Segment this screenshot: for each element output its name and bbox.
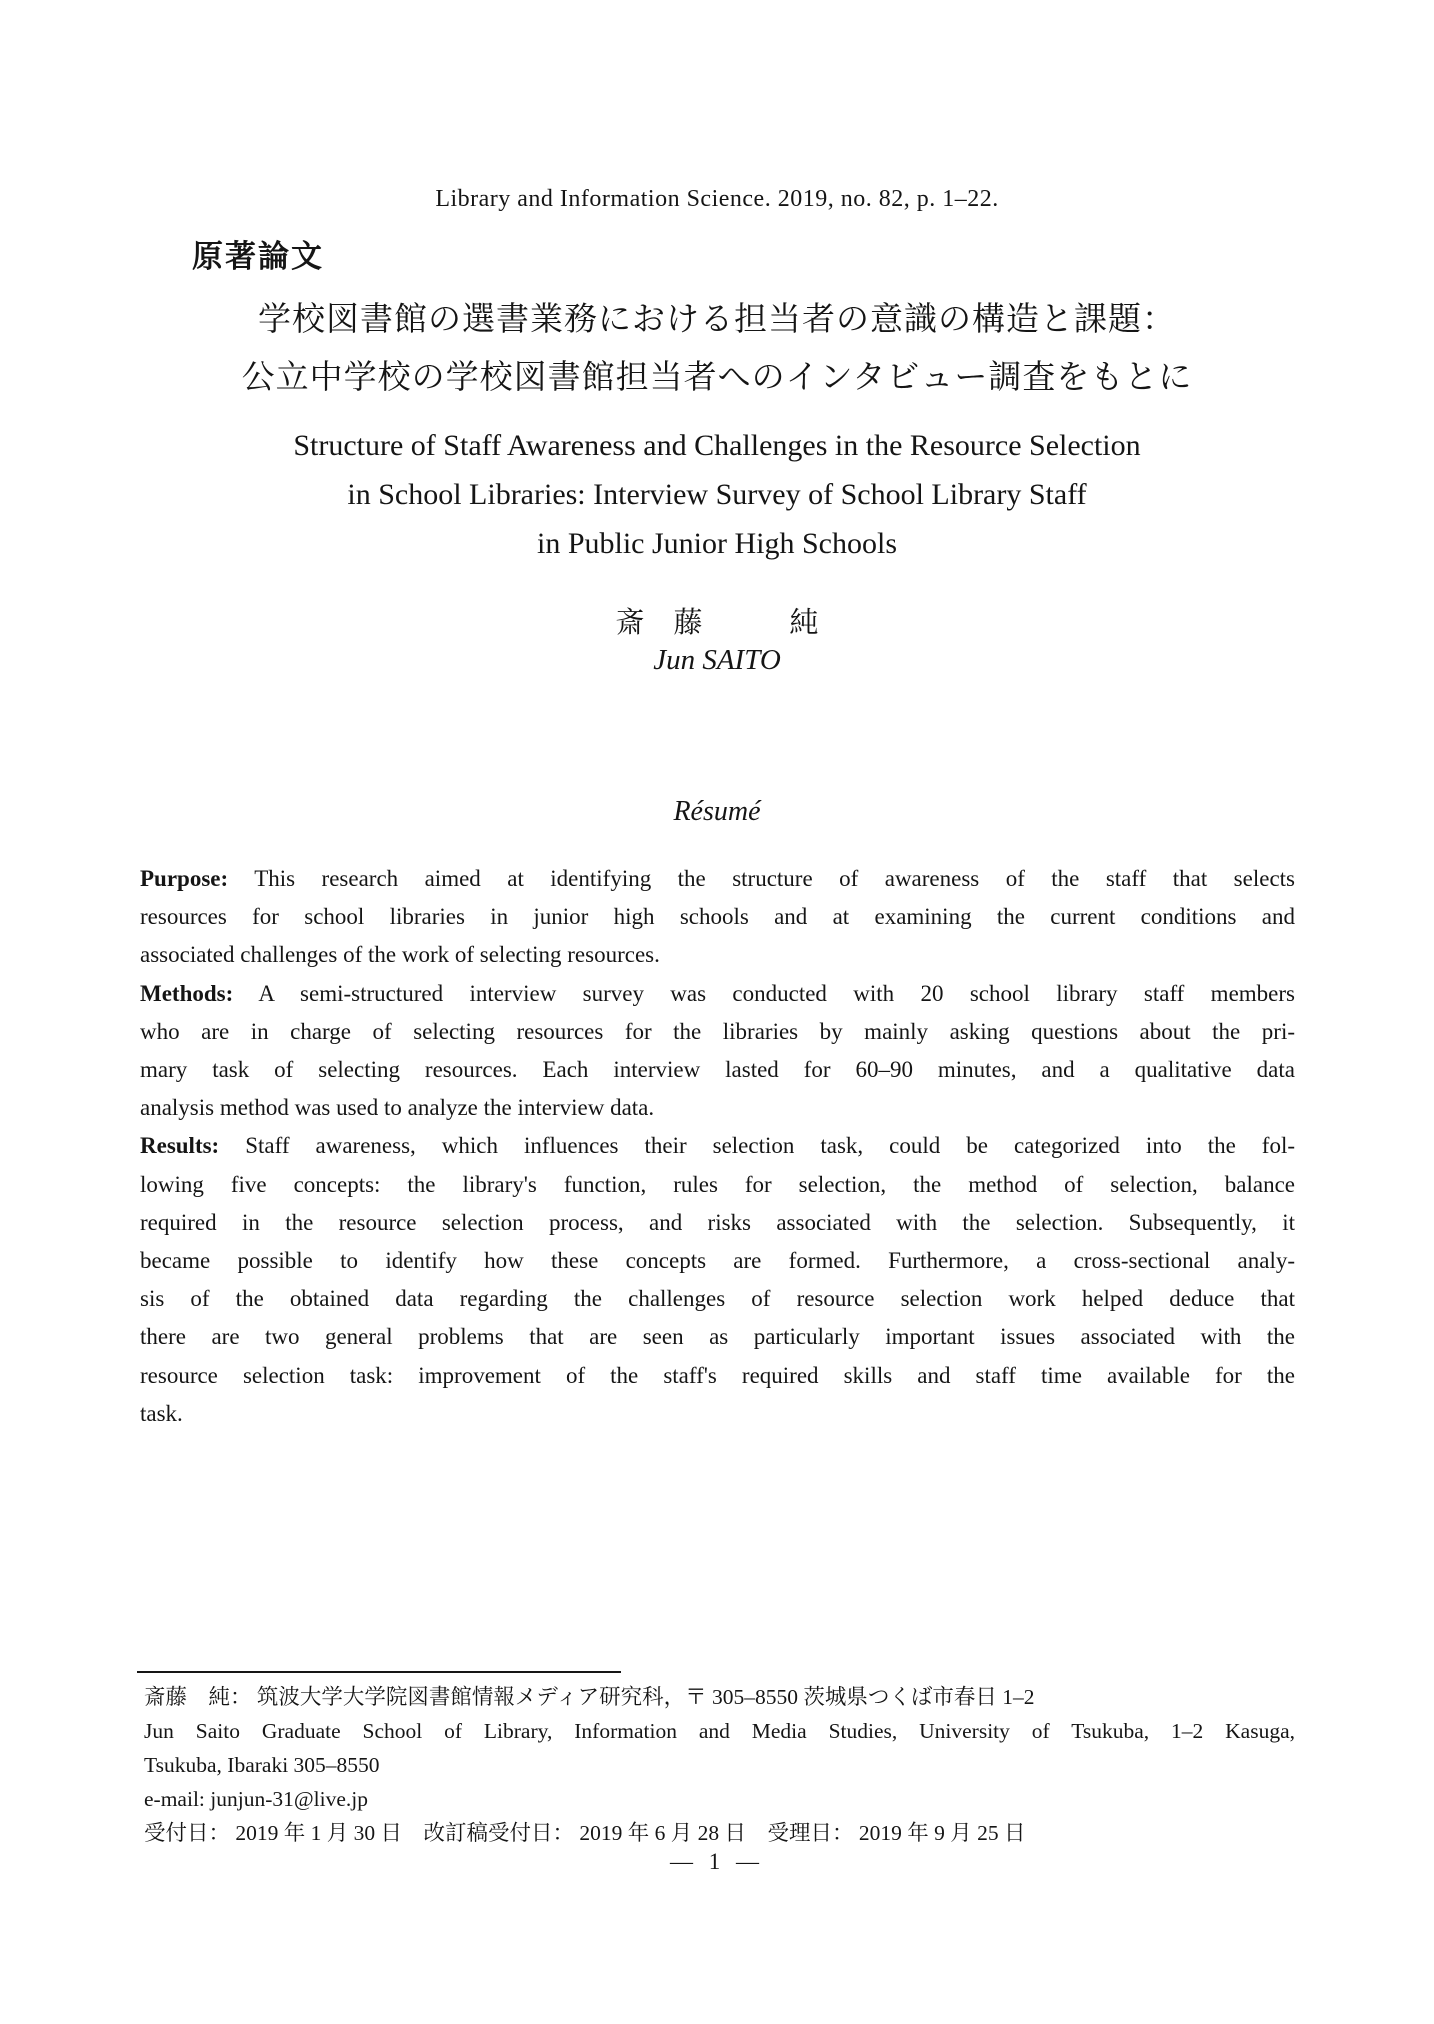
abstract-paragraph-label: Results:: [140, 1133, 220, 1159]
footnote-affiliation-english-line1: Jun Saito Graduate School of Library, Information and Media Studies, University of Tsukuba, 1–2 Kasuga,: [144, 1719, 1295, 1743]
page-number: — 1 —: [670, 1849, 764, 1874]
abstract-paragraph-methods: [140, 975, 1295, 1128]
abstract-line: task.: [140, 1400, 183, 1426]
abstract-line: became possible to identify how these concepts are formed. Furthermore, a cross-sectional analy-: [140, 1248, 1295, 1274]
footnote-affiliation-japanese: 斎藤 純： 筑波大学大学院図書館情報メディア研究科，〒 305–8550 茨城県つくば市春日 1–2: [144, 1685, 1035, 1709]
abstract-line: Purpose: This research aimed at identifying the structure of awareness of the staff that selects: [140, 866, 1295, 891]
title-english-line1: Structure of Staff Awareness and Challenges in the Resource Selection: [293, 429, 1141, 462]
footnote-block: [144, 1680, 1295, 1850]
abstract-paragraph-label: Purpose:: [140, 866, 229, 891]
abstract-line: mary task of selecting resources. Each interview lasted for 60–90 minutes, and a qualitative data: [140, 1057, 1295, 1083]
abstract-line: lowing five concepts: the library's function, rules for selection, the method of selection, balance: [140, 1171, 1295, 1197]
title-japanese: [0, 291, 1434, 407]
abstract-line: required in the resource selection process, and risks associated with the selection. Subsequently, it: [140, 1209, 1295, 1235]
footnote-dates: 受付日： 2019 年 1 月 30 日 改訂稿受付日： 2019 年 6 月 28 日 受理日： 2019 年 9 月 25 日: [144, 1821, 1026, 1845]
title-english-line2: in School Libraries: Interview Survey of School Library Staff: [347, 478, 1087, 511]
abstract-line: who are in charge of selecting resources for the libraries by mainly asking questions about the pri-: [140, 1018, 1295, 1044]
abstract-line: sis of the obtained data regarding the challenges of resource selection work helped deduce that: [140, 1286, 1295, 1312]
abstract-line: analysis method was used to analyze the interview data.: [140, 1095, 655, 1121]
abstract-line: associated challenges of the work of selecting resources.: [140, 942, 660, 968]
resume-section-heading: Résumé: [673, 796, 761, 827]
author-name-english: Jun SAITO: [653, 644, 781, 676]
journal-citation-header: Library and Information Science. 2019, no. 82, p. 1–22.: [435, 186, 999, 212]
abstract-block: [140, 860, 1295, 1433]
title-english: [0, 421, 1434, 568]
abstract-line: resource selection task: improvement of the staff's required skills and staff time available for the: [140, 1362, 1295, 1388]
abstract-line: Results: Staff awareness, which influences their selection task, could be categorized into the fol-: [140, 1133, 1295, 1159]
abstract-line: Methods: A semi-structured interview survey was conducted with 20 school library staff members: [140, 980, 1295, 1006]
footnote-email: e-mail: junjun-31@live.jp: [144, 1787, 369, 1811]
abstract-line: there are two general problems that are seen as particularly important issues associated with the: [140, 1324, 1295, 1350]
title-japanese-line2: 公立中学校の学校図書館担当者へのインタビュー調査をもとに: [241, 360, 1193, 396]
title-english-line3: in Public Junior High Schools: [536, 527, 897, 560]
title-japanese-line1: 学校図書館の選書業務における担当者の意識の構造と課題：: [258, 302, 1176, 338]
article-type-label: 原著論文: [192, 239, 324, 274]
abstract-paragraph-purpose: [140, 860, 1295, 975]
abstract-line: resources for school libraries in junior high schools and at examining the current conditions and: [140, 904, 1295, 930]
abstract-paragraph-results: [140, 1127, 1295, 1433]
footnote-separator-rule: [137, 1671, 621, 1673]
footnote-affiliation-english-line2: Tsukuba, Ibaraki 305–8550: [144, 1753, 380, 1777]
abstract-paragraph-label: Methods:: [140, 980, 234, 1006]
author-name-japanese: 斎 藤 純: [615, 607, 819, 639]
